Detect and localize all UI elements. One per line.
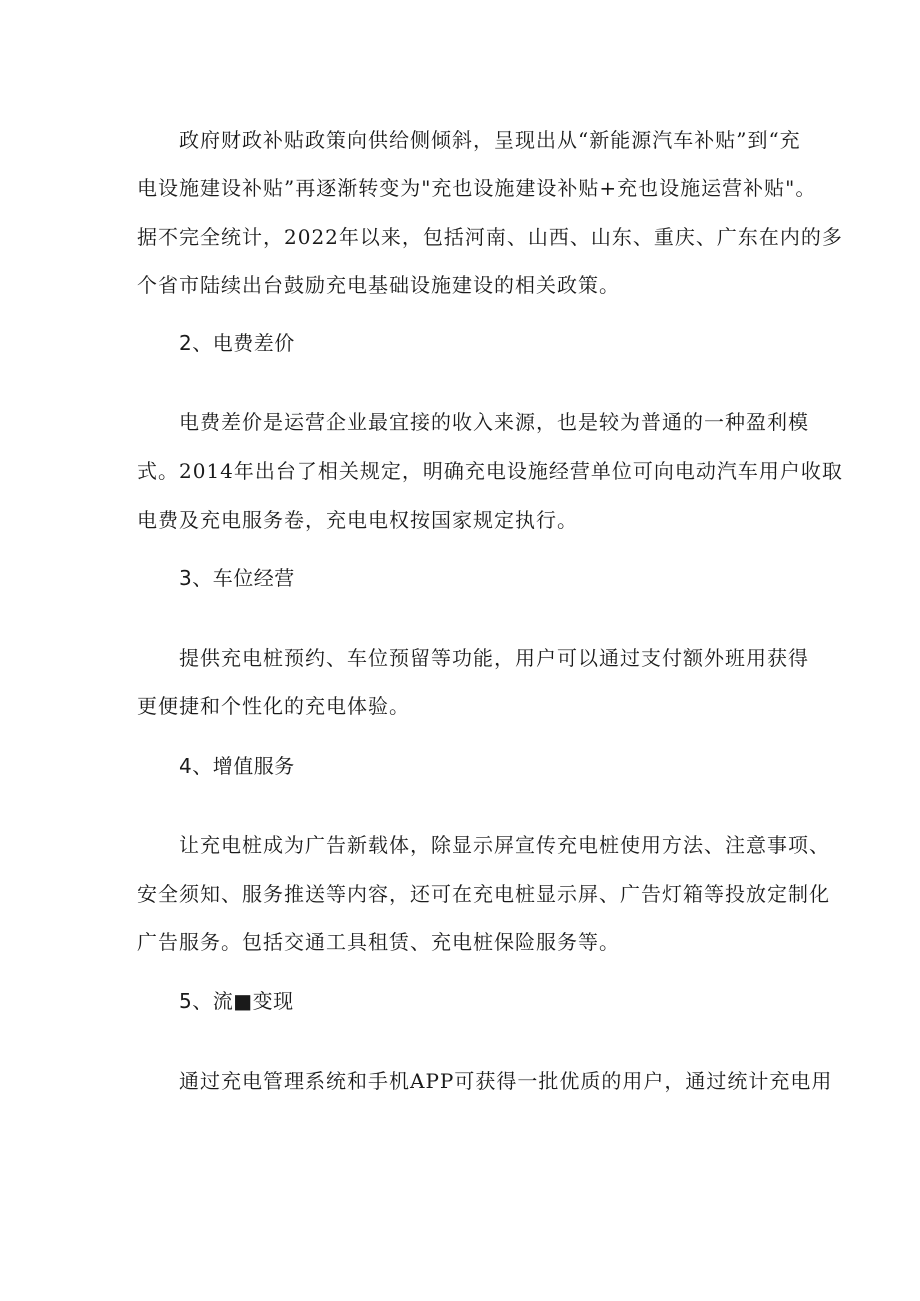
section-heading: 3、车位经营 [179, 566, 295, 590]
paragraph-line: 让充电桩成为广告新载体，除显示屏宣传充电桩使用方法、注意事项、 [179, 833, 830, 857]
section-heading: 4、增值服务 [179, 754, 295, 778]
paragraph-line: 安全须知、服务推送等内容，还可在充电桩显示屏、广告灯箱等投放定制化 [137, 882, 830, 906]
section-heading: 2、电费差价 [179, 331, 295, 355]
paragraph-line: 电费差价是运营企业最宜接的收入来源，也是较为普通的一种盈利模 [179, 410, 809, 434]
paragraph-line: 电费及充电服务卷，充电电权按国家规定执行。 [137, 508, 578, 532]
paragraph-line: 个省市陆续出台鼓励充电基础设施建设的相关政策。 [137, 273, 620, 297]
section-heading: 5、流■变现 [179, 989, 294, 1013]
paragraph-line: 据不完全统计，2022年以来，包括河南、山西、山东、重庆、广东在内的多 [137, 225, 843, 249]
paragraph-line: 电设施建设补贴”再逐渐转变为"充也设施建设补贴+充也设施运营补贴"。 [137, 176, 817, 200]
paragraph-line: 广告服务。包括交通工具租赁、充电桩保险服务等。 [137, 930, 620, 954]
paragraph-line: 政府财政补贴政策向供给侧倾斜，呈现出从“新能源汽车补贴”到“充 [179, 128, 801, 152]
paragraph-line: 式。2014年出台了相关规定，明确充电设施经营单位可向电动汽车用户收取 [137, 459, 843, 483]
paragraph-line: 提供充电桩预约、车位预留等功能，用户可以通过支付额外班用获得 [179, 646, 809, 670]
paragraph-line: 通过充电管理系统和手机APP可获得一批优质的用户，通过统计充电用 [179, 1069, 833, 1093]
paragraph-line: 更便捷和个性化的充电体验。 [137, 694, 410, 718]
